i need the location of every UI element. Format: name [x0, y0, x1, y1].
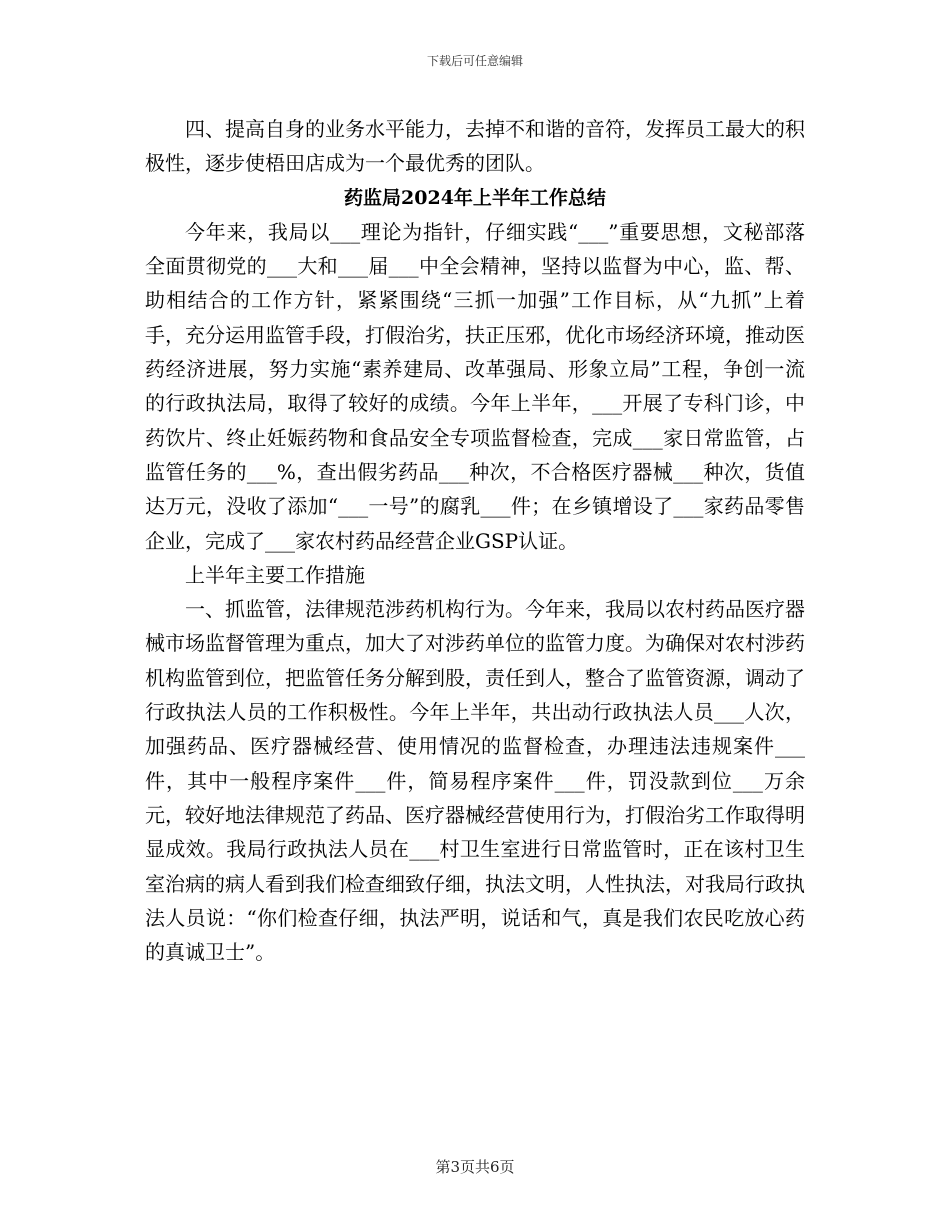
page-number: 第3页共6页 [435, 1158, 515, 1176]
document-body [145, 112, 805, 969]
measures-paragraph: 一、抓监管，法律规范涉药机构行为。今年来，我局以农村药品医疗器械市场监督管理为重点，加大了对涉药单位的监管力度。为确保对农村涉药机构监管到位，把监管任务分解到股，责任到人，整合了监管资源，调动了行政执法人员的工作积极性。今年上半年，共出动行政执法人员___人次，加强药品、医疗器械经营、使用情况的监督检查，办理违法违规案件___件，其中一般程序案件___件，简易程序案件___件，罚没款到位___万余元，较好地法律规范了药品、医疗器械经营使用行为，打假治劣工作取得明显成效。我局行政执法人员在___村卫生室进行日常监管时，正在该村卫生室治病的病人看到我们检查细致仔细，执法文明，人性执法，对我局行政执法人员说：“你们检查仔细，执法严明，说话和气，真是我们农民吃放心药的真诚卫士”。 [145, 597, 805, 965]
document-title: 药监局2024年上半年工作总结 [344, 186, 606, 209]
section-heading: 上半年主要工作措施 [185, 562, 365, 587]
intro-paragraph: 四、提高自身的业务水平能力，去掉不和谐的音符，发挥员工最大的积极性，逐步使梧田店成为一个最优秀的团队。 [145, 117, 805, 176]
summary-paragraph: 今年来，我局以___理论为指针，仔细实践“___”重要思想，文秘部落全面贯彻党的___大和___届___中全会精神，坚持以监督为中心，监、帮、助相结合的工作方针，紧紧围绕“三抓一加强”工作目标，从“九抓”上着手，充分运用监管手段，打假治劣，扶正压邪，优化市场经济环境，推动医药经济进展，努力实施“素养建局、改革强局、形象立局”工程，争创一流的行政执法局，取得了较好的成绩。今年上半年，___开展了专科门诊，中药饮片、终止妊娠药物和食品安全专项监督检查，完成___家日常监管，占监管任务的___%，查出假劣药品___种次，不合格医疗器械___种次，货值达万元，没收了添加“___一号”的腐乳___件；在乡镇增设了___家药品零售企业，完成了___家农村药品经营企业GSP认证。 [145, 219, 805, 553]
page-header: 下载后可任意编辑 [426, 54, 523, 68]
